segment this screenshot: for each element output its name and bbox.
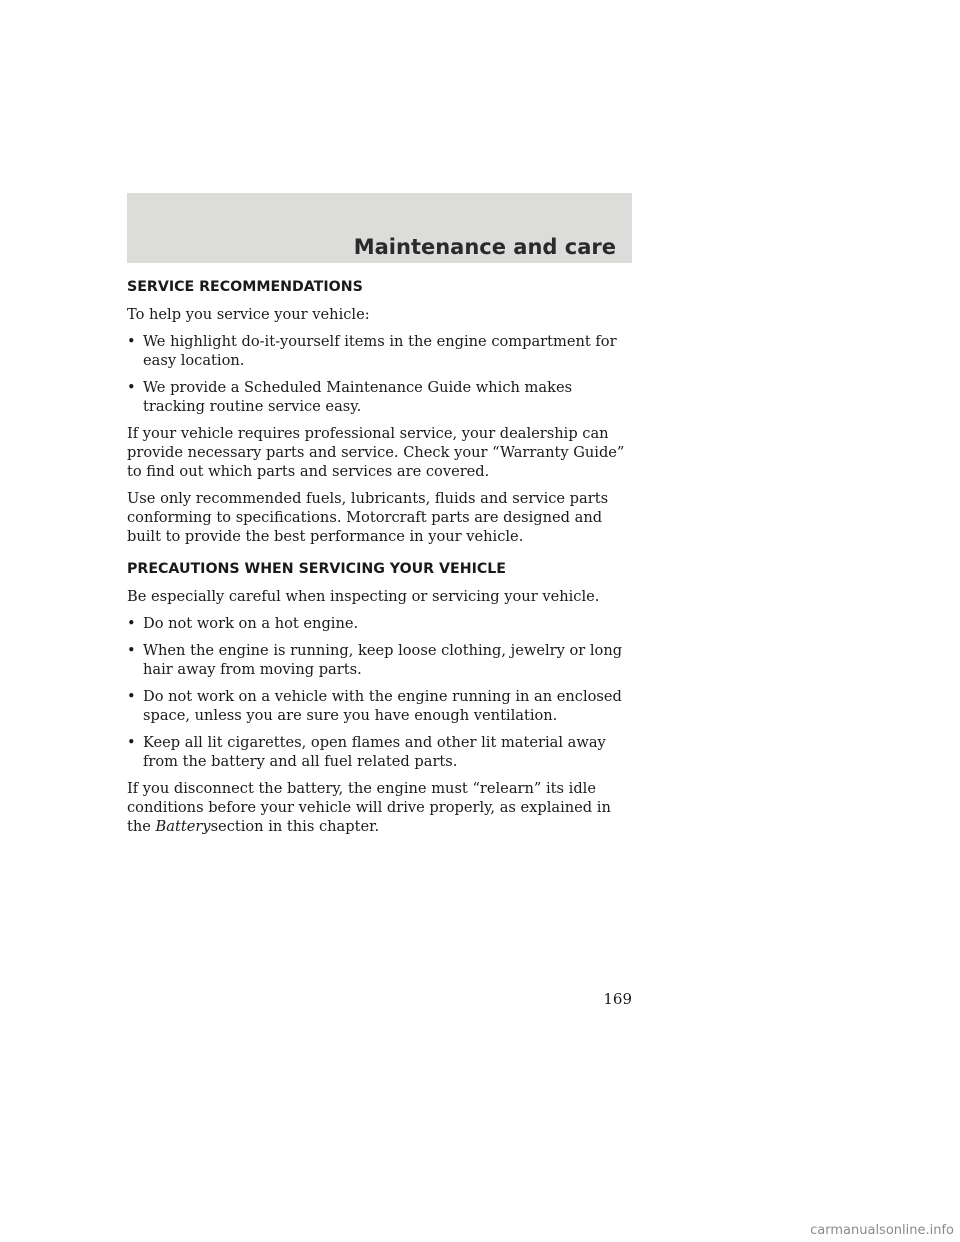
watermark-text: carmanualsonline.info [810, 1223, 954, 1238]
closing-paragraph [127, 779, 632, 836]
section-intro: Be especially careful when inspecting or servicing your vehicle. [127, 588, 600, 605]
bullet-item [127, 687, 632, 725]
bullet-item [127, 641, 632, 679]
bullet-text: Do not work on a vehicle with the engine running in an enclosed space, unless you are sure you have enough ventilation. [143, 688, 622, 724]
bullet-icon: • [127, 379, 136, 396]
bullet-list [127, 614, 632, 771]
bullet-text: Do not work on a hot engine. [143, 615, 359, 632]
bullet-text: When the engine is running, keep loose clothing, jewelry or long hair away from moving parts. [143, 642, 623, 678]
page-content [127, 278, 632, 844]
section-heading: SERVICE RECOMMENDATIONS [127, 279, 363, 295]
chapter-header-band [127, 193, 632, 263]
bullet-item [127, 332, 632, 370]
bullet-item [127, 614, 632, 633]
bullet-text: We highlight do-it-yourself items in the engine compartment for easy location. [143, 333, 617, 369]
section-intro: To help you service your vehicle: [127, 306, 370, 323]
bullet-item [127, 378, 632, 416]
bullet-icon: • [127, 688, 136, 705]
closing-text-before: If you disconnect the battery, the engine must “relearn” its idle conditions before your vehicle will drive properly, as explained in the [127, 780, 611, 835]
bullet-text: We provide a Scheduled Maintenance Guide which makes tracking routine service easy. [143, 379, 573, 415]
bullet-text: Keep all lit cigarettes, open flames and other lit material away from the battery and all fuel related parts. [143, 734, 606, 770]
battery-section-reference: Battery [155, 818, 211, 835]
bullet-icon: • [127, 615, 136, 632]
bullet-item [127, 733, 632, 771]
bullet-list [127, 332, 632, 416]
body-paragraph: Use only recommended fuels, lubricants, fluids and service parts conforming to specifications. Motorcraft parts are designed and built to provide the best performance in your vehicle. [127, 490, 609, 545]
bullet-icon: • [127, 642, 136, 659]
page-number: 169 [603, 990, 632, 1008]
section-precautions [127, 560, 632, 836]
bullet-icon: • [127, 734, 136, 751]
section-service-recommendations [127, 278, 632, 546]
bullet-icon: • [127, 333, 136, 350]
section-heading: PRECAUTIONS WHEN SERVICING YOUR VEHICLE [127, 561, 506, 577]
closing-text-after: section in this chapter. [210, 818, 380, 835]
body-paragraph: If your vehicle requires professional service, your dealership can provide necessary parts and service. Check your “Warranty Guide” to find out which parts and services are covered. [127, 425, 625, 480]
chapter-title: Maintenance and care [353, 235, 616, 259]
